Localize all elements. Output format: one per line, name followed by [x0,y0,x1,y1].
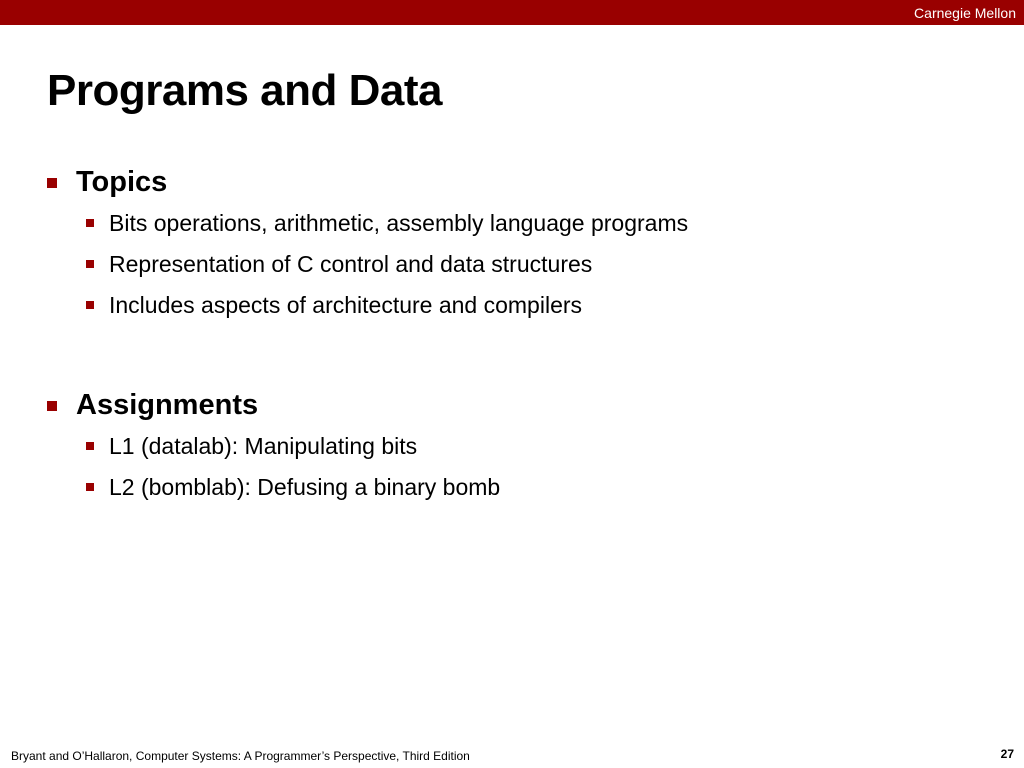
list-item [47,290,977,331]
topics-list [47,208,977,331]
slide-title: Programs and Data [47,66,442,115]
footer-citation: Bryant and O’Hallaron, Computer Systems: A Programmer’s Perspective, Third Edition [11,749,470,763]
square-bullet-icon [86,442,94,450]
assignments-section [47,387,977,513]
list-item-text: Includes aspects of architecture and compilers [109,292,583,318]
square-bullet-icon [86,301,94,309]
assignments-heading: Assignments [76,389,259,421]
assignments-list [47,431,977,513]
square-bullet-icon [86,260,94,268]
square-bullet-icon [86,219,94,227]
topics-section [47,164,977,331]
list-item [47,208,977,249]
square-bullet-icon [47,401,57,411]
list-item [47,249,977,290]
square-bullet-icon [86,483,94,491]
brand-label: Carnegie Mellon [914,5,1016,21]
list-item-text: Representation of C control and data structures [109,251,593,277]
list-item-text: L1 (datalab): Manipulating bits [109,433,418,459]
assignments-heading-row [47,387,977,423]
topics-heading-row [47,164,977,200]
list-item-text: L2 (bomblab): Defusing a binary bomb [109,474,501,500]
list-item-text: Bits operations, arithmetic, assembly language programs [109,210,689,236]
square-bullet-icon [47,178,57,188]
topics-heading: Topics [76,166,168,198]
header-bar [0,0,1024,25]
page-number: 27 [1000,747,1014,761]
list-item [47,431,977,472]
list-item [47,472,977,513]
